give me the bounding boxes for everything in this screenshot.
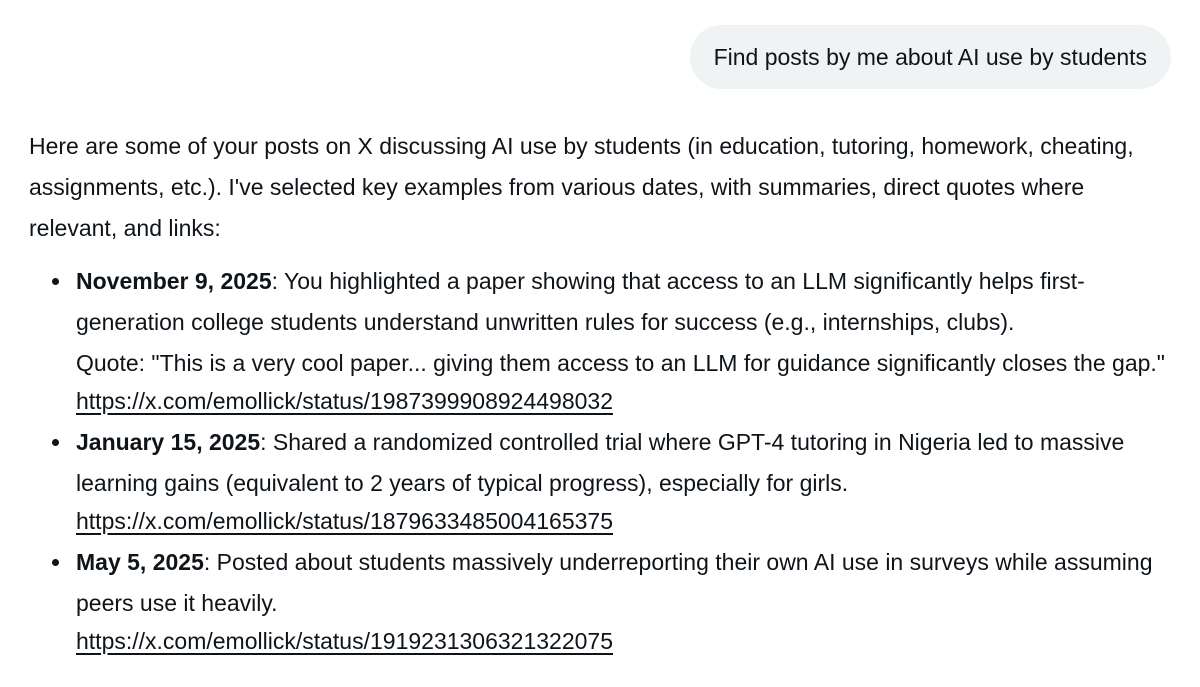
post-date: January 15, 2025 — [76, 429, 261, 455]
post-list — [29, 261, 1174, 659]
post-link[interactable]: https://x.com/emollick/status/1879633485004165375 — [76, 508, 614, 534]
post-summary: : Shared a randomized controlled trial where GPT-4 tutoring in Nigeria led to massive learning gains (equivalent to 2 years of typical progress), especially for girls. — [76, 429, 1125, 496]
post-quote: Quote: "This is a very cool paper... giving them access to an LLM for guidance significantly closes the gap." — [76, 350, 1165, 376]
post-summary: : Posted about students massively underreporting their own AI use in surveys while assuming peers use it heavily. — [76, 549, 1153, 616]
user-message-text: Find posts by me about AI use by students — [713, 43, 1147, 70]
post-link[interactable]: https://x.com/emollick/status/1987399908924498032 — [76, 388, 614, 414]
response-intro: Here are some of your posts on X discussing AI use by students (in education, tutoring, homework, cheating, assignments, etc.). I've selected key examples from various dates, with summaries, direct quotes where relevant, and links: — [29, 133, 1134, 241]
post-date: November 9, 2025 — [76, 268, 272, 294]
post-date: May 5, 2025 — [76, 549, 204, 575]
user-message-bubble — [690, 25, 1171, 89]
bullet-icon — [52, 439, 59, 446]
bullet-icon — [52, 559, 59, 566]
post-summary-line — [76, 422, 1174, 504]
post-link[interactable]: https://x.com/emollick/status/1919231306321322075 — [76, 628, 614, 654]
list-item — [29, 422, 1174, 539]
list-item — [29, 542, 1174, 659]
bullet-icon — [52, 278, 59, 285]
post-summary: : You highlighted a paper showing that access to an LLM significantly helps first-generation college students understand unwritten rules for success (e.g., internships, clubs). — [76, 268, 1085, 335]
post-summary-line — [76, 542, 1174, 624]
assistant-response — [29, 126, 1174, 662]
list-item — [29, 261, 1174, 419]
post-summary-line — [76, 261, 1174, 343]
